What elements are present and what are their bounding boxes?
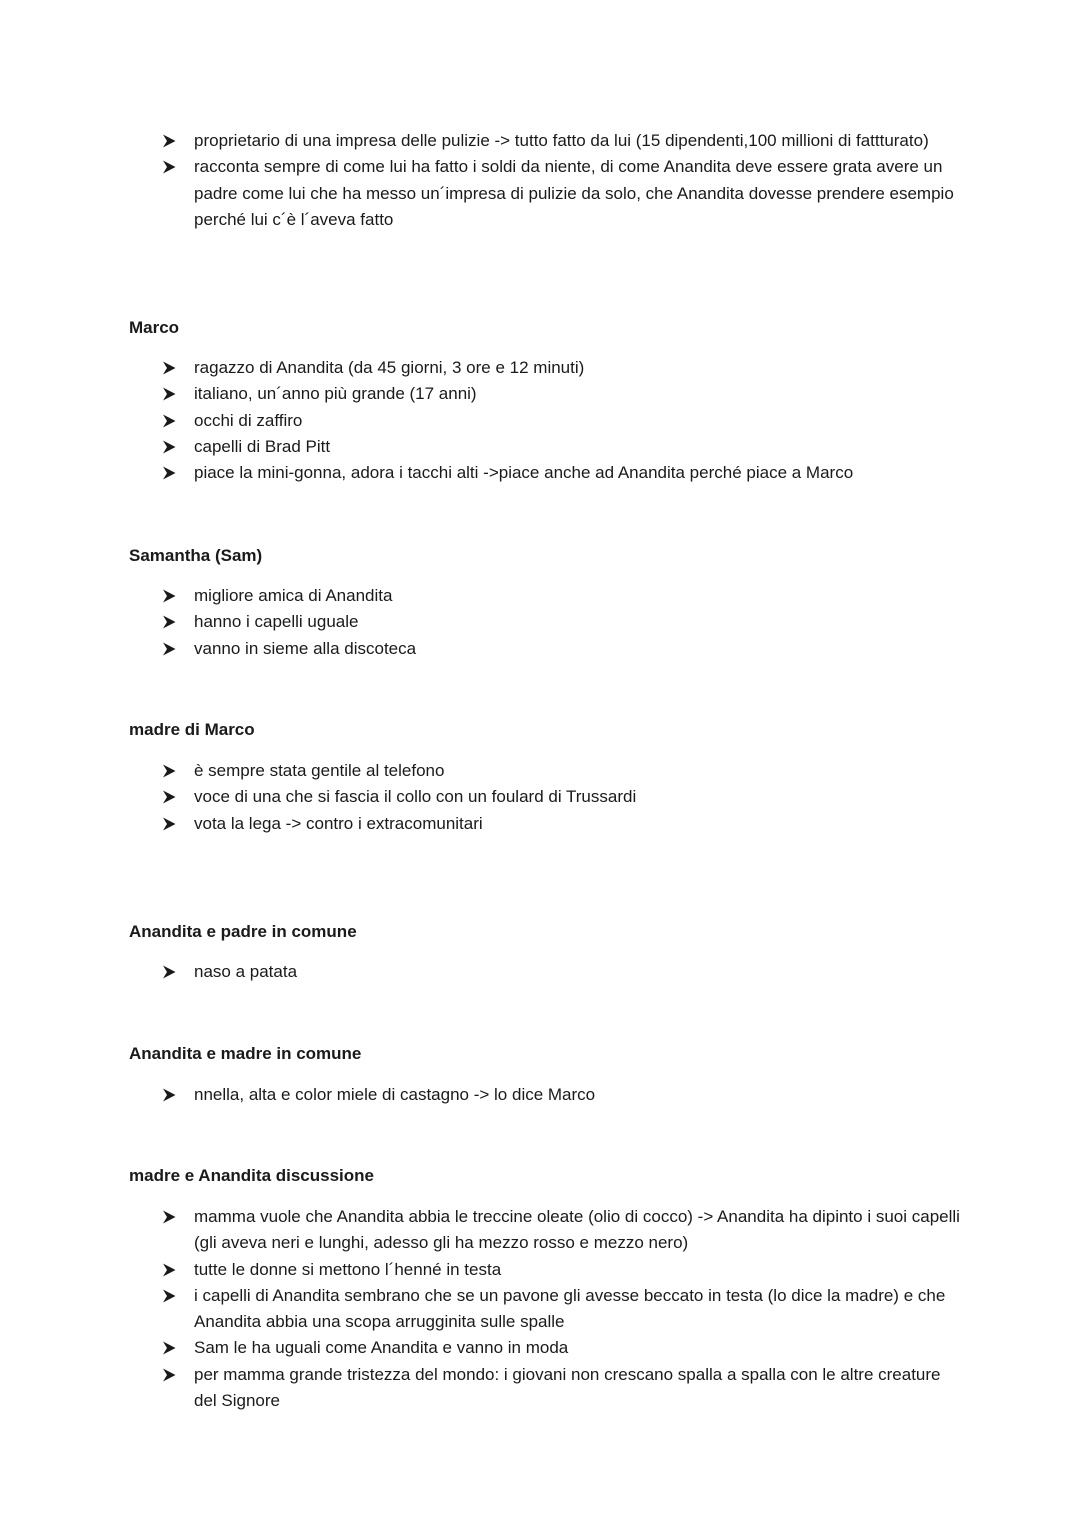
section-heading: madre e Anandita discussione	[129, 1166, 374, 1185]
arrowhead-bullet-icon	[162, 1088, 176, 1102]
arrowhead-bullet-icon	[162, 1263, 176, 1277]
list-item: nnella, alta e color miele di castagno -> lo dice Marco	[0, 1082, 1080, 1108]
arrowhead-bullet-icon	[162, 1210, 176, 1224]
list-item: capelli di Brad Pitt	[0, 434, 1080, 460]
arrowhead-bullet-icon	[162, 615, 176, 629]
list-item: italiano, un´anno più grande (17 anni)	[0, 381, 1080, 407]
list-item: hanno i capelli uguale	[0, 609, 1080, 635]
list-item: piace la mini-gonna, adora i tacchi alti ->piace anche ad Anandita perché piace a Marco	[0, 460, 1080, 486]
bullet-list	[0, 1082, 1080, 1108]
section-heading: Anandita e padre in comune	[129, 922, 357, 941]
arrowhead-bullet-icon	[162, 642, 176, 656]
list-item: racconta sempre di come lui ha fatto i soldi da niente, di come Anandita deve essere grata avere un padre come lui che ha messo un´impresa di pulizie da solo, che Anandita dovesse prendere esempio perché lui c´è l´aveva fatto	[0, 154, 1080, 233]
section-heading: Anandita e madre in comune	[129, 1044, 362, 1063]
list-item: migliore amica di Anandita	[0, 583, 1080, 609]
arrowhead-bullet-icon	[162, 965, 176, 979]
arrowhead-bullet-icon	[162, 387, 176, 401]
list-item: per mamma grande tristezza del mondo: i giovani non crescano spalla a spalla con le altre creature del Signore	[0, 1362, 1080, 1415]
arrowhead-bullet-icon	[162, 764, 176, 778]
list-item: vanno in sieme alla discoteca	[0, 636, 1080, 662]
arrowhead-bullet-icon	[162, 1341, 176, 1355]
list-item: i capelli di Anandita sembrano che se un pavone gli avesse beccato in testa (lo dice la madre) e che Anandita abbia una scopa arrugginita sulle spalle	[0, 1283, 1080, 1336]
list-item: ragazzo di Anandita (da 45 giorni, 3 ore e 12 minuti)	[0, 355, 1080, 381]
arrowhead-bullet-icon	[162, 589, 176, 603]
arrowhead-bullet-icon	[162, 790, 176, 804]
arrowhead-bullet-icon	[162, 466, 176, 480]
arrowhead-bullet-icon	[162, 134, 176, 148]
list-item: vota la lega -> contro i extracomunitari	[0, 811, 1080, 837]
bullet-list	[0, 128, 1080, 233]
list-item: occhi di zaffiro	[0, 408, 1080, 434]
arrowhead-bullet-icon	[162, 361, 176, 375]
arrowhead-bullet-icon	[162, 817, 176, 831]
arrowhead-bullet-icon	[162, 414, 176, 428]
list-item: tutte le donne si mettono l´henné in testa	[0, 1257, 1080, 1283]
arrowhead-bullet-icon	[162, 1368, 176, 1382]
arrowhead-bullet-icon	[162, 440, 176, 454]
bullet-list	[0, 1204, 1080, 1414]
bullet-list	[0, 959, 1080, 985]
section-heading: Samantha (Sam)	[129, 546, 263, 565]
bullet-list	[0, 355, 1080, 486]
list-item: proprietario di una impresa delle pulizie -> tutto fatto da lui (15 dipendenti,100 millioni di fattturato)	[0, 128, 1080, 154]
bullet-list	[0, 583, 1080, 662]
list-item: voce di una che si fascia il collo con un foulard di Trussardi	[0, 784, 1080, 810]
section-heading: madre di Marco	[129, 720, 255, 739]
list-item: è sempre stata gentile al telefono	[0, 758, 1080, 784]
list-item: Sam le ha uguali come Anandita e vanno in moda	[0, 1335, 1080, 1361]
list-item: mamma vuole che Anandita abbia le treccine oleate (olio di cocco) -> Anandita ha dipinto i suoi capelli (gli aveva neri e lunghi, adesso gli ha mezzo rosso e mezzo nero)	[0, 1204, 1080, 1257]
list-item: naso a patata	[0, 959, 1080, 985]
arrowhead-bullet-icon	[162, 1289, 176, 1303]
arrowhead-bullet-icon	[162, 160, 176, 174]
section-heading: Marco	[129, 318, 180, 337]
bullet-list	[0, 758, 1080, 837]
